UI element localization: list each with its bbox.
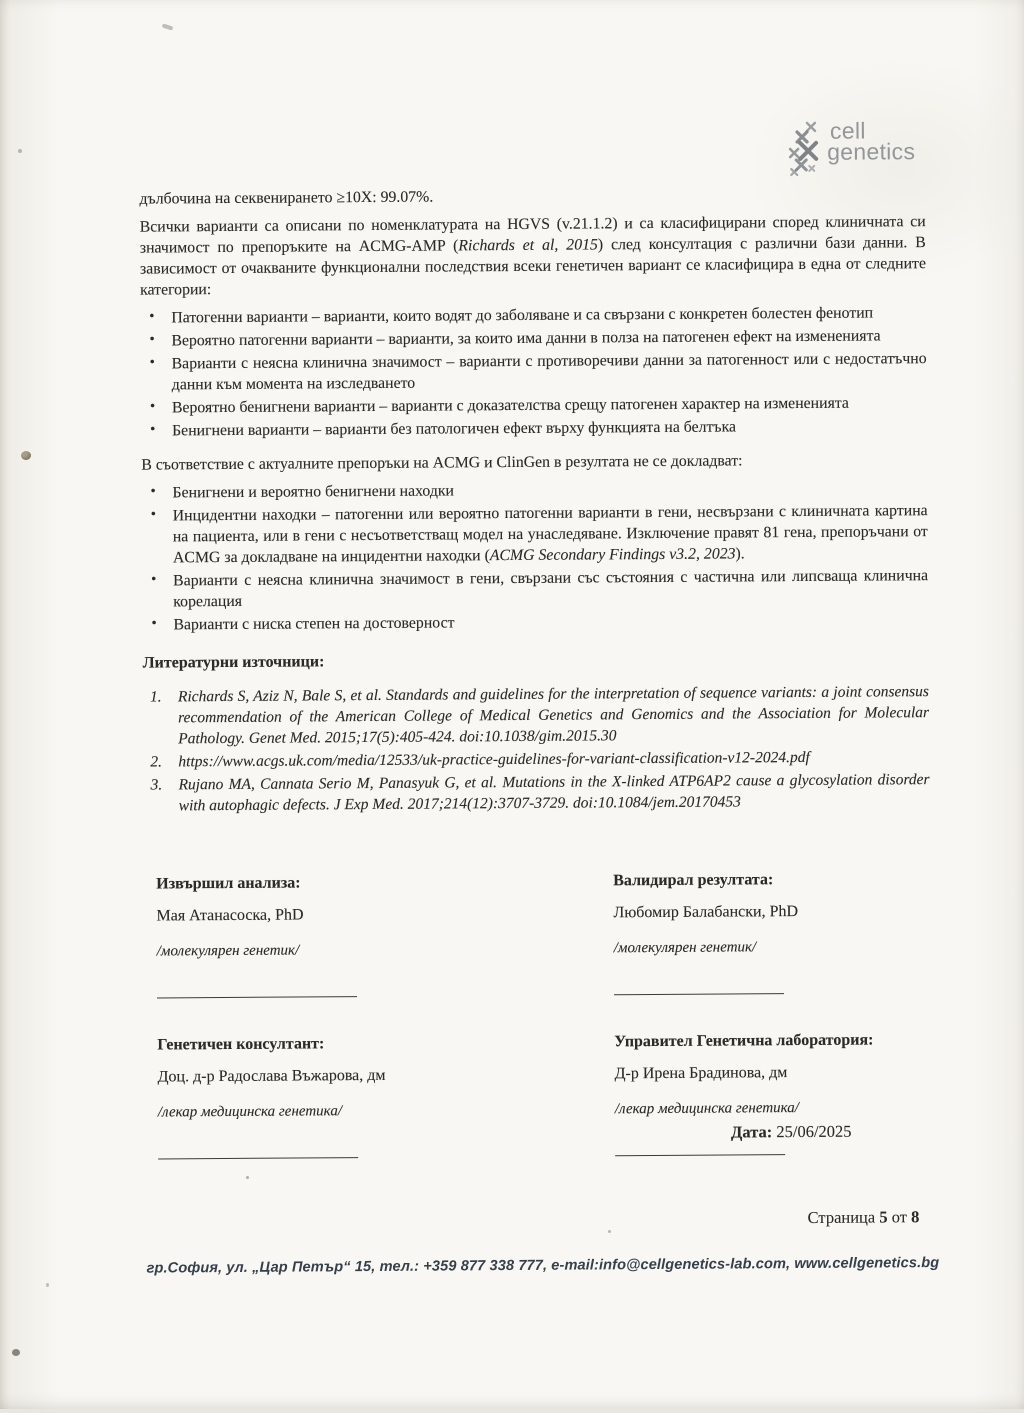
reference-item xyxy=(143,769,929,816)
references-heading: Литературни източници: xyxy=(142,653,325,672)
classification-text-2: ) след консултация с различни бази данни. В зависимост от очакваните функционални последствия всеки генетичен вариант се класифицира в една от следните категории: xyxy=(139,234,926,299)
cellgenetics-logo xyxy=(787,114,916,179)
validator-name: Любомир Балабански, PhD xyxy=(613,903,799,922)
list-item xyxy=(141,477,927,503)
reference-item xyxy=(143,746,929,772)
signatures-section xyxy=(144,869,936,1160)
non-reported-benign: Бенигнени и вероятно бенигнени находки xyxy=(172,482,455,502)
references-list xyxy=(143,681,930,816)
list-item xyxy=(141,392,927,418)
signature-line xyxy=(158,1157,358,1159)
consultant-role: /лекар медицинска генетика/ xyxy=(157,1103,343,1121)
bullet-marker: • xyxy=(149,354,155,371)
analyst-block xyxy=(144,871,614,998)
sequencing-depth-note: дълбочина на секвенирането ≥10X: 99.07%. xyxy=(139,188,434,208)
footer-contact-line: гр.София, ул. „Цар Петър“ 15, тел.: +359 877 338 777, e-mail:info@cellgenetics-lab.com, www.cellgenetics.bg xyxy=(146,1255,940,1277)
bullet-marker: • xyxy=(150,421,156,438)
report-body xyxy=(139,183,929,818)
page-total: 8 xyxy=(910,1207,920,1227)
chromosome-cluster-icon xyxy=(787,119,823,179)
reference-item xyxy=(143,681,929,749)
reference-number: 2. xyxy=(150,753,163,771)
bullet-marker: • xyxy=(150,506,156,523)
bullet-marker: • xyxy=(149,331,155,348)
signature-line xyxy=(157,996,357,998)
consultant-heading: Генетичен консултант: xyxy=(157,1035,325,1054)
lab-manager-role: /лекар медицинска генетика/ xyxy=(614,1100,800,1118)
category-benign: Бенигнени варианти – варианти без патологичен ефект върху функцията на белтъка xyxy=(172,418,737,440)
category-pathogenic: Патогенни варианти – варианти, които водят до заболяване и са свързани с конкретен болестен фенотип xyxy=(171,304,874,327)
bullet-marker: • xyxy=(149,308,155,325)
bullet-marker: • xyxy=(151,615,157,632)
bullet-marker: • xyxy=(150,483,156,500)
date-value: 25/06/2025 xyxy=(776,1121,852,1142)
non-reported-low-confidence: Варианти с ниска степен на достоверност xyxy=(173,614,455,634)
signature-line xyxy=(615,1154,785,1156)
list-item xyxy=(141,348,927,395)
lab-manager-name: Д-р Ирена Брадинова, дм xyxy=(614,1064,788,1083)
variant-categories-list xyxy=(140,302,927,441)
reporting-policy-intro: В съответствие с актуалните препоръки на ACMG и ClinGen в резултата не се докладват: xyxy=(141,452,743,474)
logo-wordmark xyxy=(827,117,916,165)
classification-citation: Richards et al, 2015 xyxy=(458,236,598,255)
bullet-marker: • xyxy=(149,398,156,415)
logo-line-1: cell xyxy=(829,117,866,144)
consultant-name: Доц. д-р Радослава Въжарова, дм xyxy=(157,1066,386,1086)
validator-heading: Валидирал резултата: xyxy=(613,871,774,890)
analyst-heading: Извършил анализа: xyxy=(156,874,301,893)
page-prefix: Страница xyxy=(807,1207,876,1227)
list-item xyxy=(142,609,928,635)
page-separator: от xyxy=(891,1207,907,1227)
category-vus: Варианти с неясна клинична значимост – варианти с противоречиви данни за патогенност или с недостатъчно данни към момента на изследването xyxy=(171,350,927,394)
reference-text: https://www.acgs.uk.com/media/12533/uk-practice-guidelines-for-variant-classification-v12-2024.pdf xyxy=(178,748,810,771)
non-reported-incidental-2: ). xyxy=(735,545,745,563)
date-label: Дата: xyxy=(730,1122,773,1142)
logo-line-2: genetics xyxy=(827,138,916,165)
list-item xyxy=(140,325,926,351)
reference-text: Richards S, Aziz N, Bale S, et al. Standards and guidelines for the interpretation of sequence variants: a joint consensus recommendation of the American College of Medical Genetics and Genomics and the Association for Molecular Pathology. Genet Med. 2015;17(5):405-424. doi:10.1038/gim.2015.30 xyxy=(177,683,930,748)
lab-manager-heading: Управител Генетична лаборатория: xyxy=(614,1031,874,1051)
reference-number: 3. xyxy=(150,776,163,794)
variant-classification-paragraph xyxy=(140,211,927,300)
signature-line xyxy=(614,993,784,995)
list-item xyxy=(142,565,928,612)
validator-block xyxy=(613,869,935,995)
page-number xyxy=(808,1207,920,1228)
non-reported-incidental-1: Инцидентни находки – патогенни или вероятно патогенни варианти в гени, несвързани с клиничната картина на пациента, или в гени с несъответстващ модел на унаследяване. Изключение правят 81 гена, препоръчани от ACMG за докладване на инцидентни находки ( xyxy=(172,502,928,567)
consultant-block xyxy=(145,1032,615,1159)
category-likely-benign: Вероятно бенигнени варианти – варианти с доказателства срещу патогенен характер на измененията xyxy=(171,394,849,417)
acmg-secondary-findings-citation: ACMG Secondary Findings v3.2, 2023 xyxy=(489,545,736,565)
list-item xyxy=(142,500,928,568)
non-reported-vus: Варианти с неясна клинична значимост в гени, свързани със състояния с частична или липсваща клинична корелация xyxy=(173,567,929,611)
analyst-name: Мая Атанасоска, PhD xyxy=(156,906,304,925)
category-likely-pathogenic: Вероятно патогенни варианти – варианти, за които има данни в полза на патогенен ефект на измененията xyxy=(171,327,881,350)
reference-text: Rujano MA, Cannata Serio M, Panasyuk G, et al. Mutations in the X-linked ATP6AP2 cause a glycosylation disorder with autophagic defects. J Exp Med. 2017;214(12):3707-3729. doi:10.1084/jem.20170453 xyxy=(178,771,930,815)
validator-role: /молекулярен генетик/ xyxy=(613,939,757,957)
classification-text-1: Всички варианти са описани по номенклатурата на HGVS (v.21.1.2) и са класифицирани според клиничната си значимост по препоръките на ACMG-AMP ( xyxy=(139,213,926,257)
bullet-marker: • xyxy=(151,571,157,588)
list-item xyxy=(140,302,926,328)
date-row xyxy=(731,1122,852,1143)
list-item xyxy=(141,415,927,441)
reference-number: 1. xyxy=(149,688,162,706)
non-reported-findings-list xyxy=(141,477,928,635)
analyst-role: /молекулярен генетик/ xyxy=(156,942,300,960)
page-current: 5 xyxy=(879,1207,888,1227)
